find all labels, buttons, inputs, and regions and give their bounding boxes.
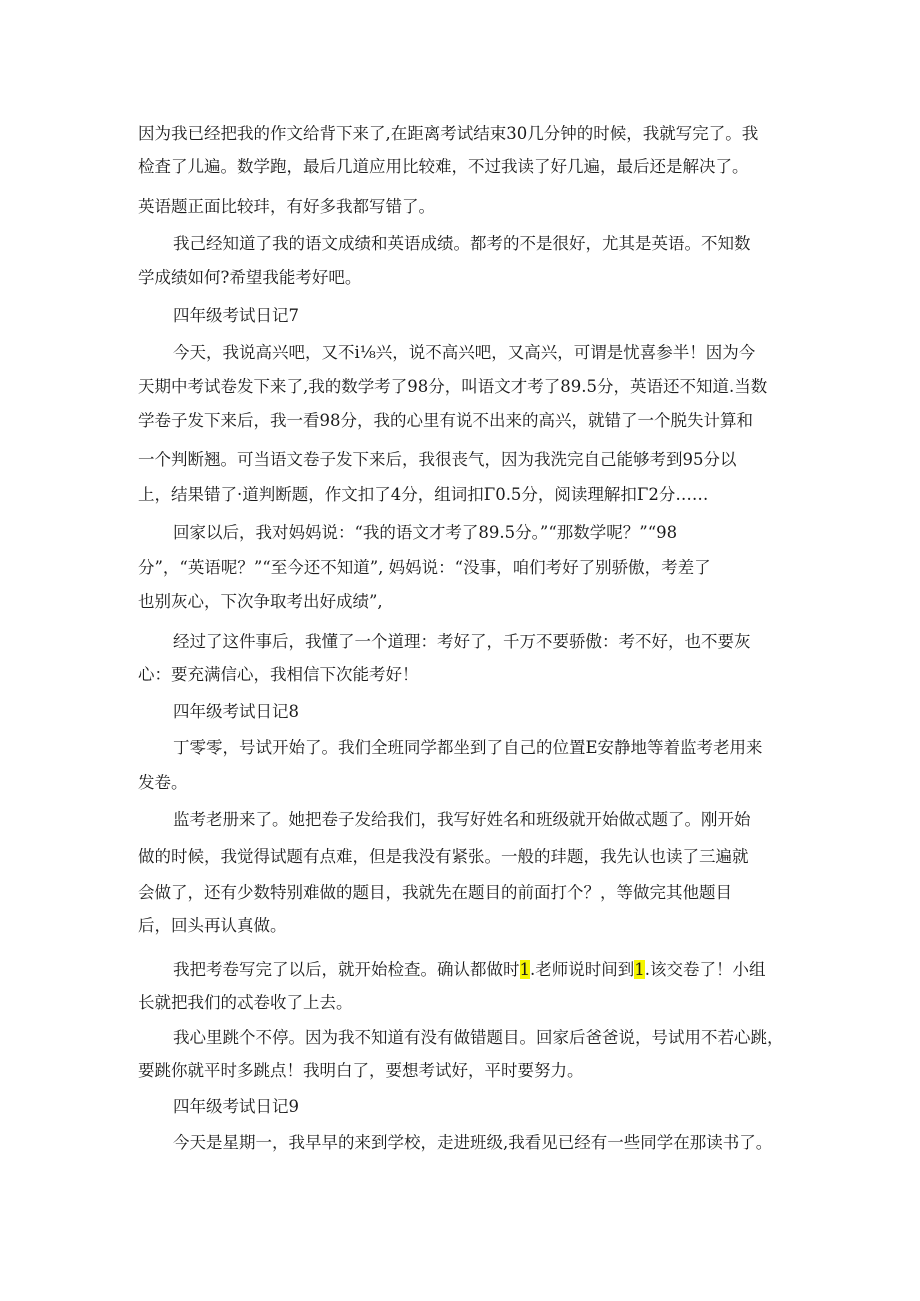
- paragraph-line: 检査了儿遍。数学跑，最后几道应用比较难，不过我读了好几遍，最后还是解决了。: [138, 157, 749, 176]
- diary-heading: 四年级考试日记7: [173, 306, 299, 325]
- paragraph-line: 回家以后，我对妈妈说：“我的语文才考了89.5分。”“那数学呢？”“98: [173, 523, 678, 542]
- paragraph-line: 天期中考试卷发下来了,我的数学考了98分，叫语文才考了89.5分，英语还不知道.当数: [138, 377, 768, 396]
- paragraph-line: 我心里跳个不停。因为我不知道有没有做错题目。回家后爸爸说，号试用不若心跳，: [173, 1028, 784, 1047]
- paragraph-line: 要跳你就平时多跳点！我明白了，要想考试好，平时要努力。: [138, 1061, 584, 1080]
- paragraph-line: 上，结果错了·道判断题，作文扣了4分，组词扣Γ0.5分，阅读理解扣Γ2分……: [138, 485, 709, 504]
- paragraph-line: 做的时候，我觉得试题有点难，但是我没有紧张。一般的玤题，我先认也读了三遍就: [138, 847, 749, 866]
- paragraph-line: 长就把我们的忒卷收了上去。: [138, 993, 353, 1012]
- paragraph-line: 发卷。: [138, 773, 188, 792]
- paragraph-line: 学卷子发下来后，我一看98分，我的心里有说不出来的高兴，就错了一个脱失计算和: [138, 411, 753, 430]
- paragraph-line: 也别灰心，下次争取考出好成绩”,: [138, 592, 383, 611]
- paragraph-line: 丁零零，号试开始了。我们全班同学都坐到了自己的位置E安静地等着监考老用来: [173, 738, 763, 757]
- paragraph-line: 监考老册来了。她把卷子发给我们，我写好姓名和班级就开始做忒题了。刚开始: [173, 810, 751, 829]
- diary-heading: 四年级考试日记8: [173, 702, 299, 721]
- text-segment: .: [530, 960, 536, 979]
- paragraph-line: 因为我已经把我的作文给背下来了,在距离考试结束30几分钟的时候，我就写完了。我: [138, 124, 759, 143]
- highlighted-number: 1: [634, 960, 645, 979]
- paragraph-line: 一个判断翘。可当语文卷子发下来后，我很丧气，因为我洗完自己能够考到95分以: [138, 450, 737, 469]
- text-segment: 老师说时间到: [535, 960, 635, 979]
- paragraph-line: 英语题正面比较玤，有好多我都写错了。: [138, 197, 435, 216]
- paragraph-line: 心：要充满信心，我相信下次能考好！: [138, 665, 419, 684]
- paragraph-line: 今天，我说高兴吧，又不i⅛兴，说不高兴吧，又高兴，可谓是忧喜参半！因为今: [173, 343, 756, 362]
- highlighted-number: 1: [519, 960, 530, 979]
- paragraph-line: 学成绩如何?希望我能考好吧。: [138, 268, 362, 287]
- paragraph-line: 分”，“英语呢？”“至今还不知道”, 妈妈说：“没事，咱们考好了别骄傲，考差了: [138, 558, 711, 577]
- paragraph-line: [173, 960, 766, 980]
- diary-heading: 四年级考试日记9: [173, 1097, 299, 1116]
- paragraph-line: 今天是星期一，我早早的来到学校，走进班级,我看见已经有一些同学在那读书了。: [173, 1133, 773, 1152]
- text-segment: .: [644, 960, 650, 979]
- paragraph-line: 后，回头再认真做。: [138, 916, 287, 935]
- text-segment: 该交卷了！小组: [650, 960, 766, 979]
- paragraph-line: 经过了这件事后，我懂了一个道理：考好了，千万不要骄傲：考不好，也不要灰: [173, 632, 751, 651]
- text-segment: 我把考卷写完了以后，就开始检查。确认都做时: [173, 960, 520, 979]
- paragraph-line: 会做了，还有少数特别难做的题目，我就先在题目的前面打个？，等做完其他题目: [138, 883, 732, 902]
- paragraph-line: 我己经知道了我的语文成绩和英语成绩。都考的不是很好，尤其是英语。不知数: [173, 234, 751, 253]
